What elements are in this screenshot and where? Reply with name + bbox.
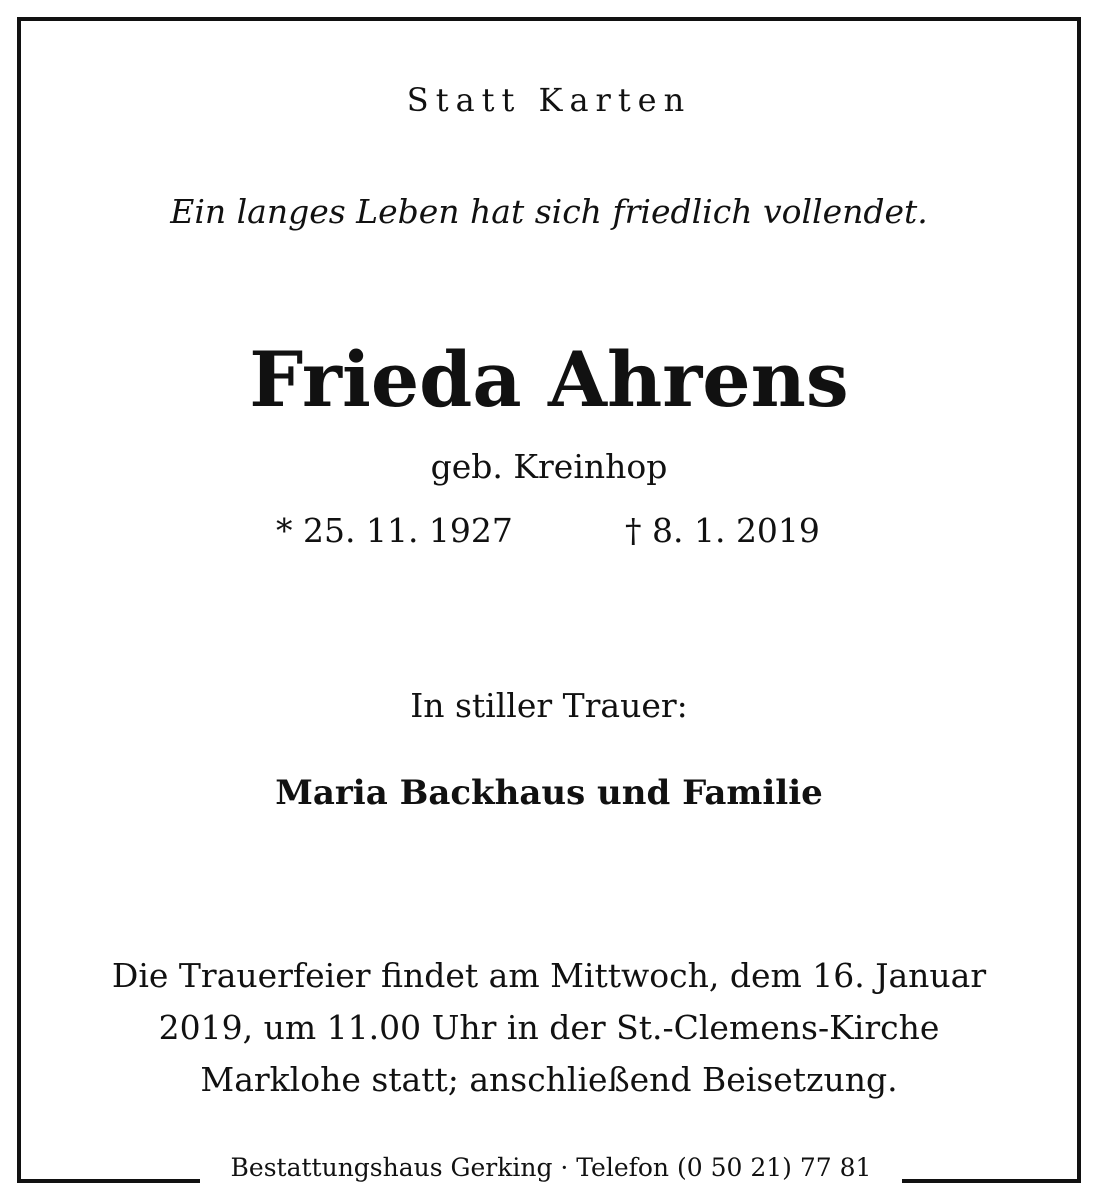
footer-rule-left [17, 1179, 200, 1183]
notice-motto: Ein langes Leben hat sich friedlich vollendet. [170, 192, 928, 231]
footer-rule-right [902, 1179, 1081, 1183]
service-line: 2019, um 11.00 Uhr in der St.-Clemens-Kirche [158, 1008, 940, 1047]
birth-date: * 25. 11. 1927 [276, 511, 513, 550]
deceased-name: Frieda Ahrens [249, 335, 849, 424]
notice-footer [17, 1150, 1081, 1196]
service-line: Marklohe statt; anschließend Beisetzung. [200, 1060, 898, 1099]
death-date: † 8. 1. 2019 [625, 511, 820, 550]
life-dates [0, 510, 1098, 552]
funeral-home-contact: Bestattungshaus Gerking · Telefon (0 50 21) 77 81 [230, 1153, 872, 1182]
service-line: Die Trauerfeier findet am Mittwoch, dem 16. Januar [111, 956, 987, 995]
service-details [0, 950, 1098, 1106]
mourning-label: In stiller Trauer: [410, 686, 688, 725]
notice-heading: Statt Karten [406, 81, 692, 119]
maiden-name: geb. Kreinhop [430, 447, 668, 486]
mourners-family: Maria Backhaus und Familie [275, 773, 823, 813]
